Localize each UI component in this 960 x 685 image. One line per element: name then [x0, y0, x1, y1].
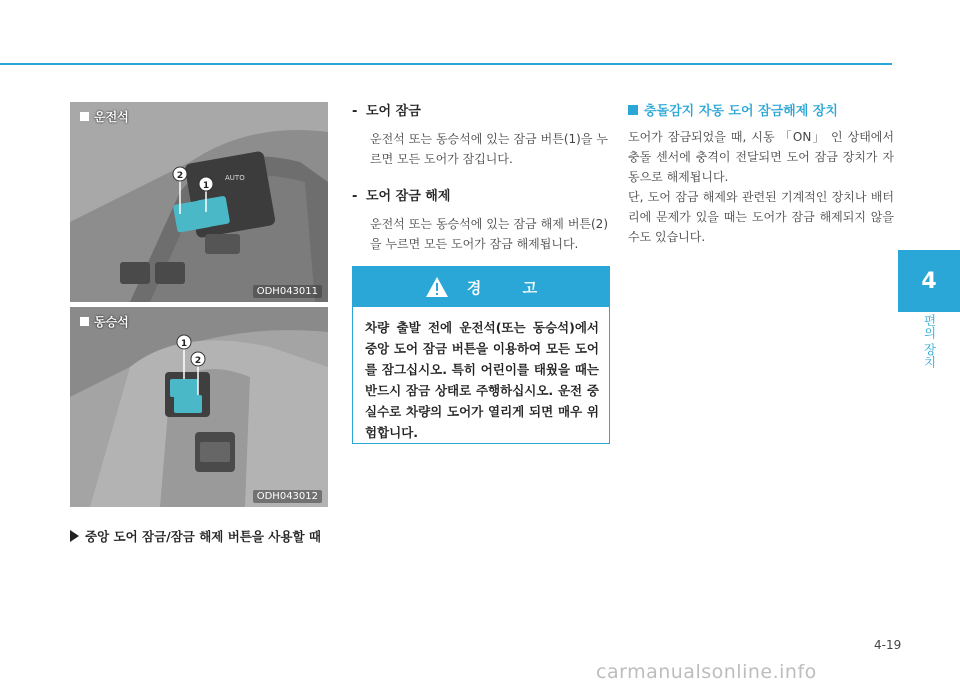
passenger-label	[80, 313, 129, 330]
callout-1-passenger: 1	[180, 339, 188, 349]
lock-instructions	[352, 100, 608, 270]
top-rule	[0, 63, 892, 65]
section-paragraph-2: 단, 도어 잠금 해제와 관련된 기계적인 장치나 배터리에 문제가 있을 때는 도어가 잠금 해제되지 않을 수도 있습니다.	[628, 190, 894, 244]
page-number: 4-19	[874, 638, 902, 652]
item-lock-title: - 도어 잠금	[352, 104, 421, 119]
callout-2-passenger: 2	[194, 356, 202, 366]
warning-title: 경 고	[466, 278, 556, 297]
driver-switch-photo	[70, 102, 328, 302]
watermark: carmanualsonline.info	[596, 661, 817, 683]
callout-1: 1	[202, 181, 210, 191]
warning-header	[353, 267, 609, 307]
triangle-bullet-icon	[70, 530, 79, 542]
driver-label-text: 운전석	[94, 110, 129, 124]
item-unlock-body: 운전석 또는 동승석에 있는 잠금 해제 버튼(2)을 누르면 모든 도어가 잠금 해제됩니다.	[370, 217, 608, 251]
chapter-tab[interactable]: 4	[898, 250, 960, 312]
figure-caption	[70, 527, 321, 545]
item-lock-body: 운전석 또는 동승석에 있는 잠금 버튼(1)을 누르면 모든 도어가 잠깁니다.	[370, 132, 608, 166]
driver-label	[80, 108, 129, 125]
passenger-photo-code: ODH043012	[253, 490, 322, 503]
crash-unlock-section	[628, 100, 894, 247]
warning-box	[352, 266, 610, 444]
figure-caption-text: 중앙 도어 잠금/잠금 해제 버튼을 사용할 때	[85, 529, 321, 544]
square-icon	[80, 317, 89, 326]
section-paragraph-1: 도어가 잠금되었을 때, 시동 「ON」 인 상태에서 충돌 센서에 충격이 전달되면 도어 잠금 장치가 자동으로 해제됩니다.	[628, 130, 894, 184]
driver-switch-illustration	[70, 102, 328, 302]
warning-triangle-icon	[425, 276, 449, 298]
chapter-title: 편의 장치	[922, 314, 937, 368]
passenger-switch-illustration	[70, 307, 328, 507]
square-icon	[80, 112, 89, 121]
callout-2: 2	[176, 171, 184, 181]
item-unlock-title: - 도어 잠금 해제	[352, 189, 451, 204]
warning-body: 차량 출발 전에 운전석(또는 동승석)에서 중앙 도어 잠금 버튼을 이용하여 모든 도어를 잠그십시오. 특히 어린이를 태웠을 때는 반드시 잠금 상태로 주행하십시오. 운전 중 실수로 차량의 도어가 열리게 되면 매우 위험합니다.	[365, 320, 599, 440]
passenger-switch-photo	[70, 307, 328, 507]
section-title: 충돌감지 자동 도어 잠금해제 장치	[628, 100, 894, 119]
driver-photo-code: ODH043011	[253, 285, 322, 298]
auto-text: AUTO	[225, 174, 245, 182]
passenger-label-text: 동승석	[94, 315, 129, 329]
square-icon	[628, 105, 638, 115]
